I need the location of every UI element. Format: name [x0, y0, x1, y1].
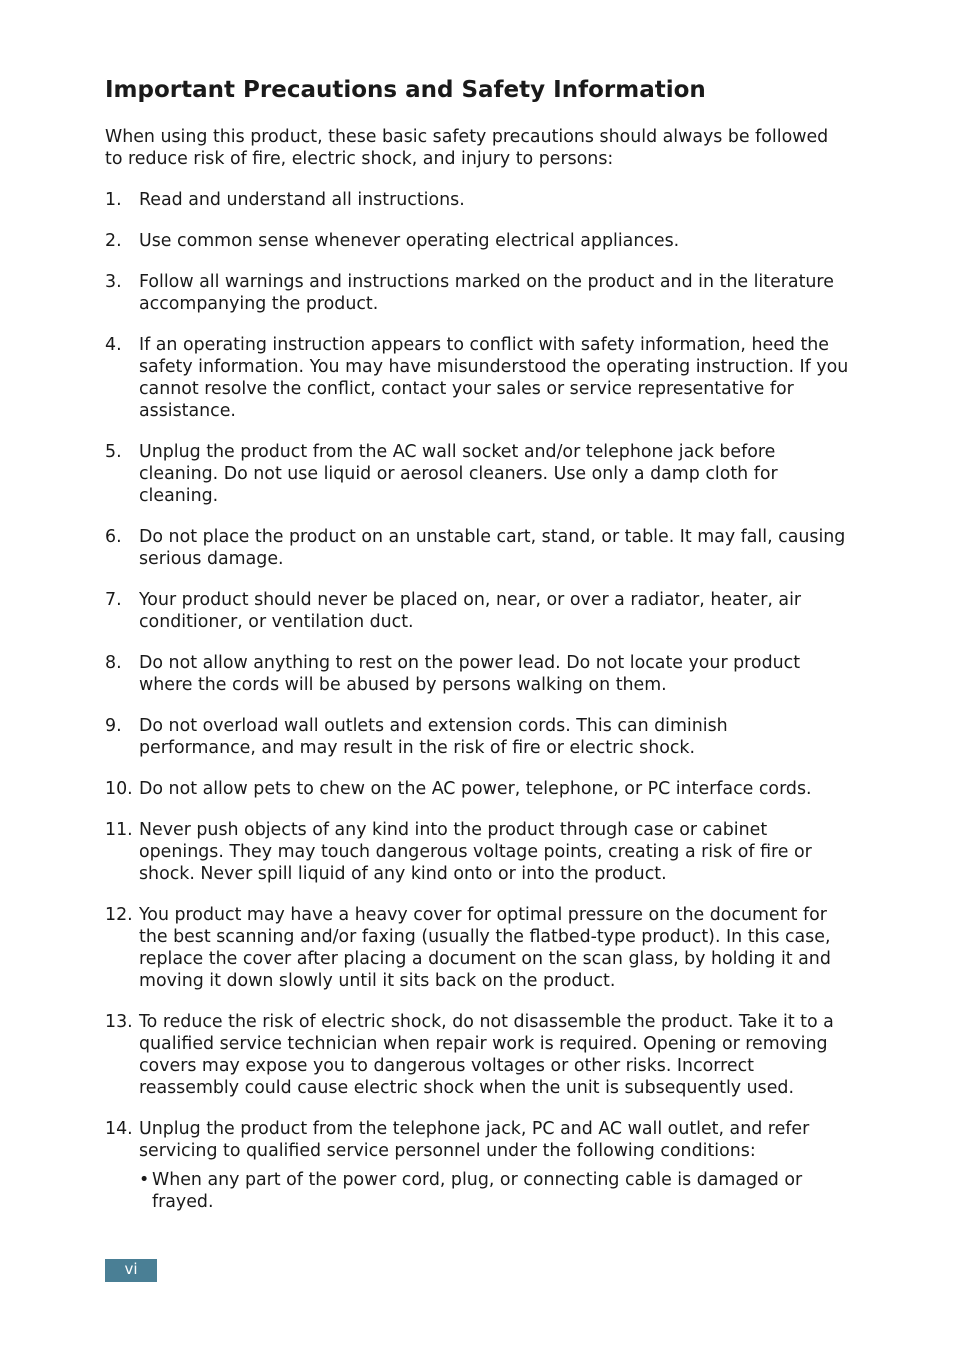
- item-number: 10.: [105, 779, 133, 799]
- list-item: [105, 778, 850, 800]
- sub-bullet-list: [139, 1169, 850, 1213]
- list-item: [105, 652, 850, 696]
- list-item: [105, 441, 850, 507]
- sub-bullet-text: When any part of the power cord, plug, or connecting cable is damaged or frayed.: [152, 1170, 803, 1212]
- item-text: Follow all warnings and instructions marked on the product and in the literature accompanying the product.: [139, 272, 834, 314]
- item-number: 11.: [105, 820, 133, 840]
- item-number: 12.: [105, 905, 133, 925]
- list-item: [105, 1011, 850, 1099]
- bullet-marker: •: [139, 1170, 150, 1190]
- item-text: Unplug the product from the telephone jack, PC and AC wall outlet, and refer servicing to qualified service personnel under the following conditions:: [139, 1119, 810, 1161]
- item-number: 3.: [105, 272, 122, 292]
- item-number: 6.: [105, 527, 122, 547]
- item-text: Do not allow anything to rest on the power lead. Do not locate your product where the cords will be abused by persons walking on them.: [139, 653, 801, 695]
- list-item: [105, 1118, 850, 1213]
- list-item: [105, 271, 850, 315]
- item-number: 13.: [105, 1012, 133, 1032]
- list-item: [105, 230, 850, 252]
- item-number: 5.: [105, 442, 122, 462]
- item-text: Never push objects of any kind into the product through case or cabinet openings. They may touch dangerous voltage points, creating a risk of fire or shock. Never spill liquid of any kind onto or into the product.: [139, 820, 812, 884]
- item-number: 14.: [105, 1119, 133, 1139]
- page-number-tab: [105, 1259, 157, 1282]
- intro-paragraph: When using this product, these basic safety precautions should always be followed to reduce risk of fire, electric shock, and injury to persons:: [105, 127, 829, 169]
- item-text: Do not allow pets to chew on the AC power, telephone, or PC interface cords.: [139, 779, 812, 799]
- document-page: [105, 74, 850, 1232]
- item-number: 7.: [105, 590, 122, 610]
- list-item: [105, 589, 850, 633]
- list-item: [105, 334, 850, 422]
- list-item: [105, 189, 850, 211]
- item-number: 9.: [105, 716, 122, 736]
- list-item: [105, 526, 850, 570]
- item-text: Unplug the product from the AC wall socket and/or telephone jack before cleaning. Do not use liquid or aerosol cleaners. Use only a damp cloth for cleaning.: [139, 442, 778, 506]
- item-text: Do not place the product on an unstable cart, stand, or table. It may fall, causing serious damage.: [139, 527, 846, 569]
- item-text: Read and understand all instructions.: [139, 190, 465, 210]
- item-number: 2.: [105, 231, 122, 251]
- page-title: Important Precautions and Safety Information: [105, 77, 706, 103]
- list-item: [105, 819, 850, 885]
- item-text: Use common sense whenever operating electrical appliances.: [139, 231, 680, 251]
- list-item: [105, 904, 850, 992]
- item-number: 4.: [105, 335, 122, 355]
- item-number: 1.: [105, 190, 122, 210]
- item-text: Do not overload wall outlets and extension cords. This can diminish performance, and may result in the risk of fire or electric shock.: [139, 716, 728, 758]
- precautions-list: [105, 189, 850, 1213]
- item-text: To reduce the risk of electric shock, do not disassemble the product. Take it to a qualified service technician when repair work is required. Opening or removing covers may expose you to dangerous voltages or other risks. Incorrect reassembly could cause electric shock when the unit is subsequently used.: [139, 1012, 834, 1098]
- item-text: You product may have a heavy cover for optimal pressure on the document for the best scanning and/or faxing (usually the flatbed-type product). In this case, replace the cover after placing a document on the scan glass, by holding it and moving it down slowly until it sits back on the product.: [139, 905, 831, 991]
- item-text: Your product should never be placed on, near, or over a radiator, heater, air conditioner, or ventilation duct.: [139, 590, 802, 632]
- sub-bullet-item: [139, 1169, 850, 1213]
- page-number: vi: [124, 1260, 138, 1278]
- list-item: [105, 715, 850, 759]
- item-text: If an operating instruction appears to conflict with safety information, heed the safety information. You may have misunderstood the operating instruction. If you cannot resolve the conflict, contact your sales or service representative for assistance.: [139, 335, 849, 421]
- item-number: 8.: [105, 653, 122, 673]
